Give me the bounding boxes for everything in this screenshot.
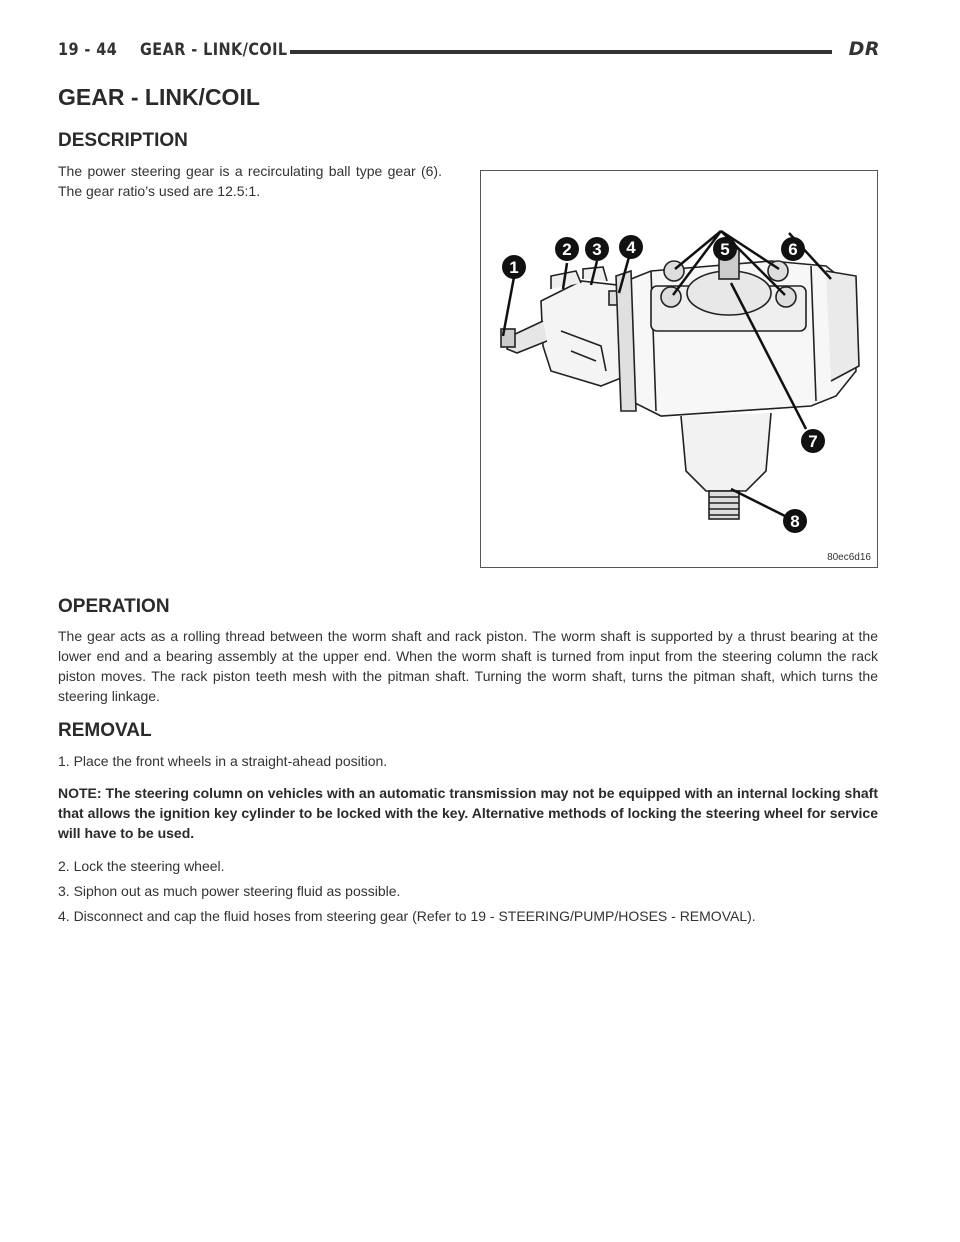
steering-gear-figure — [480, 170, 878, 568]
removal-step-3: 3. Siphon out as much power steering fluid as possible. — [58, 883, 401, 899]
operation-text: The gear acts as a rolling thread between the worm shaft and rack piston. The worm shaft is supported by a thrust bearing at the lower end and a bearing assembly at the upper end. When the worm shaft is turned from input from the steering column the rack piston moves. The rack piston teeth mesh with the pitman shaft. Turning the worm shaft, turns the pitman shaft, which turns the steering linkage. — [58, 628, 878, 704]
callout-7: 7 — [808, 432, 818, 451]
removal-heading: REMOVAL — [58, 720, 152, 741]
description-heading: DESCRIPTION — [58, 130, 188, 151]
callout-6: 6 — [788, 240, 798, 259]
removal-step-2: 2. Lock the steering wheel. — [58, 858, 225, 874]
removal-note: NOTE: The steering column on vehicles with an automatic transmission may not be equipped with an internal locking shaft that allows the ignition key cylinder to be locked with the key. Alternative methods of locking the steering wheel for service will have to be used. — [58, 785, 878, 841]
callout-1: 1 — [509, 258, 519, 277]
header-brand: DR — [848, 38, 880, 60]
removal-step-1: 1. Place the front wheels in a straight-ahead position. — [58, 753, 388, 769]
header-section-title: GEAR - LINK/COIL — [140, 40, 288, 60]
page-title: GEAR - LINK/COIL — [58, 84, 260, 110]
operation-heading: OPERATION — [58, 596, 170, 617]
description-text: The power steering gear is a recirculating ball type gear (6). The gear ratio’s used are 12.5:1. — [58, 163, 442, 199]
page-number: 19 - 44 — [58, 40, 118, 60]
figure-code: 80ec6d16 — [827, 552, 871, 563]
removal-step-4: 4. Disconnect and cap the fluid hoses from steering gear (Refer to 19 - STEERING/PUMP/HOSES - REMOVAL). — [58, 908, 756, 924]
page-header — [58, 38, 880, 68]
callout-3: 3 — [592, 240, 602, 259]
callout-4: 4 — [626, 238, 636, 257]
callout-2: 2 — [562, 240, 572, 259]
steering-gear-illustration — [481, 171, 877, 567]
header-rule — [290, 50, 832, 54]
callout-5: 5 — [720, 240, 730, 259]
callout-8: 8 — [790, 512, 800, 531]
